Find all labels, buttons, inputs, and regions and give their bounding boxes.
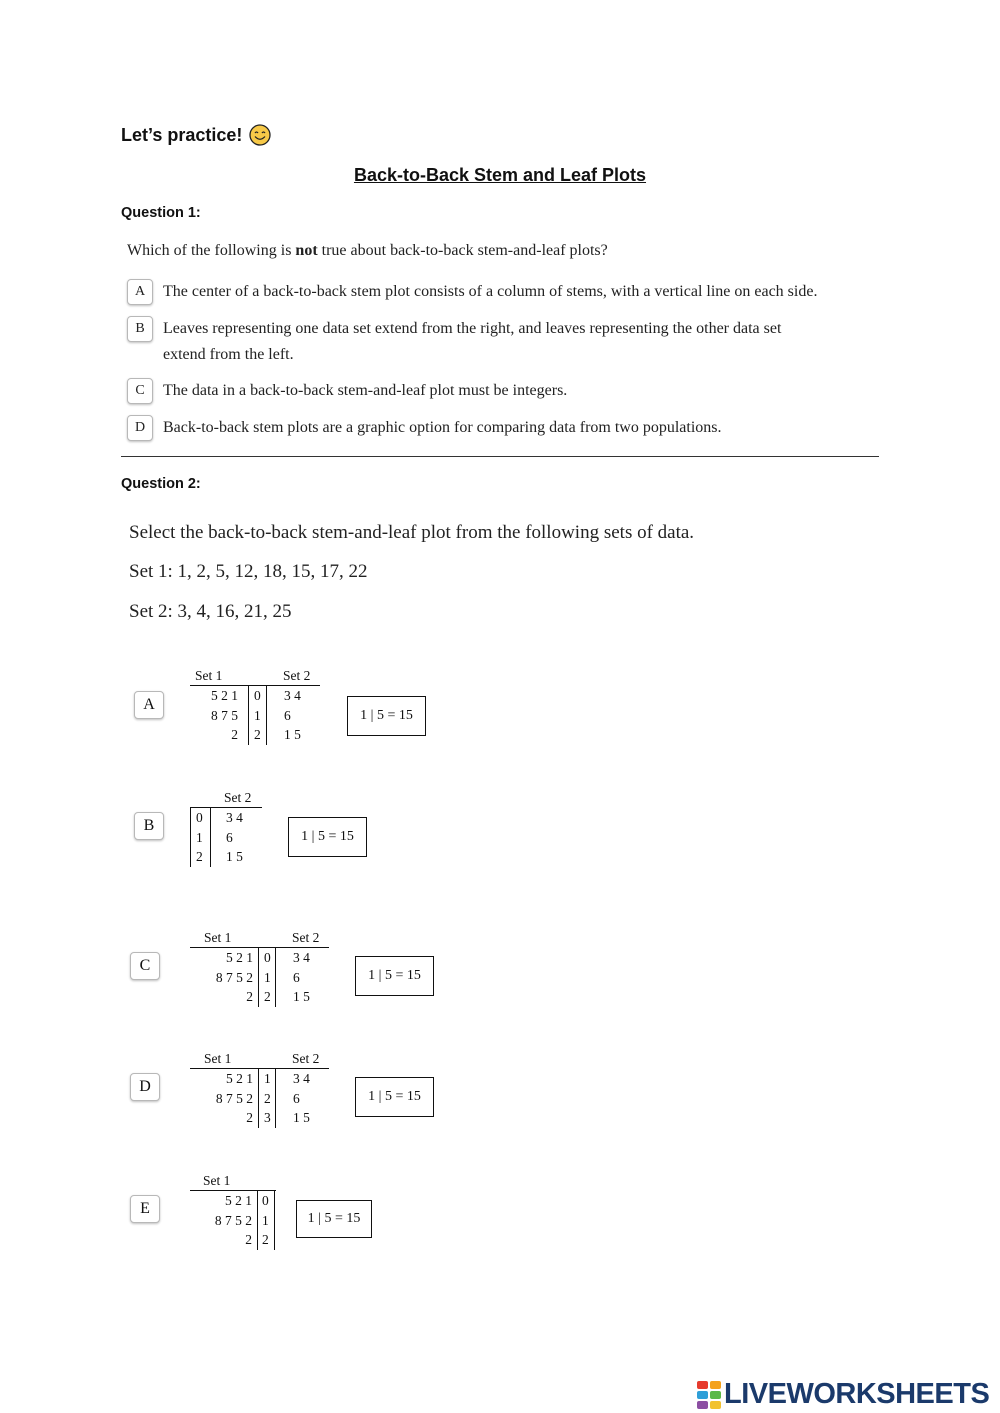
stem: 0 <box>196 810 203 825</box>
q1-option-b-button[interactable]: B <box>127 316 153 342</box>
left-leaves: 2 <box>246 989 253 1004</box>
q1-option-d-button[interactable]: D <box>127 415 153 441</box>
stem-divider-right <box>275 1069 276 1128</box>
right-leaves: 1 5 <box>293 1110 310 1125</box>
stem: 0 <box>254 688 261 703</box>
stem: 2 <box>196 849 203 864</box>
section-divider <box>121 456 879 457</box>
q1-option-c-button[interactable]: C <box>127 378 153 404</box>
right-header: Set 2 <box>292 930 320 945</box>
left-leaves: 8 7 5 2 <box>215 1091 253 1106</box>
right-leaves: 6 <box>226 830 233 845</box>
plot-key-c: 1 | 5 = 15 <box>355 956 434 996</box>
question-2-prompt: Select the back-to-back stem-and-leaf plot from the following sets of data. <box>129 522 695 543</box>
left-leaves: 8 7 5 2 <box>214 1213 252 1228</box>
stem-divider-left <box>257 1191 258 1250</box>
prompt-text: true about back-to-back stem-and-leaf plots? <box>317 242 608 259</box>
header-rule <box>190 1190 276 1191</box>
q1-option-a-text: The center of a back-to-back stem plot consists of a column of stems, with a vertical line on each side. <box>163 283 818 300</box>
header-rule <box>190 807 262 808</box>
right-leaves: 1 5 <box>284 727 301 742</box>
page-title: Back-to-Back Stem and Leaf Plots <box>353 165 647 185</box>
left-leaves: 2 <box>231 727 238 742</box>
stem-divider-left <box>190 808 191 867</box>
stem-divider-left <box>258 1069 259 1128</box>
intro-text: Let’s practice! <box>121 124 243 145</box>
right-leaves: 6 <box>284 708 291 723</box>
left-leaves: 5 2 1 <box>226 950 253 965</box>
stem-leaf-plot-e <box>188 1173 283 1253</box>
logo-tile <box>697 1391 708 1399</box>
right-leaves: 6 <box>293 970 300 985</box>
plot-key-b: 1 | 5 = 15 <box>288 817 367 857</box>
stem: 1 <box>264 1071 271 1086</box>
stem-divider-left <box>248 686 249 745</box>
question-1-label: Question 1: <box>121 205 201 221</box>
stem: 2 <box>254 727 261 742</box>
stem-leaf-plot-c <box>188 930 333 1010</box>
left-header: Set 1 <box>204 930 232 945</box>
stem-leaf-plot-d <box>188 1051 333 1131</box>
q1-option-c-text: The data in a back-to-back stem-and-leaf plot must be integers. <box>163 382 568 399</box>
stem: 1 <box>262 1213 269 1228</box>
stem: 0 <box>262 1193 269 1208</box>
stem-divider-right <box>274 1191 275 1250</box>
q1-option-b-text: Leaves representing one data set extend from the right, and leaves representing the other data set <box>163 320 782 337</box>
right-header: Set 2 <box>292 1051 320 1066</box>
q1-option-d-text: Back-to-back stem plots are a graphic option for comparing data from two populations. <box>163 419 722 436</box>
question-2-label: Question 2: <box>121 476 201 492</box>
left-leaves: 5 2 1 <box>225 1193 252 1208</box>
q2-option-d-button[interactable]: D <box>130 1073 160 1101</box>
logo-tile <box>710 1381 721 1389</box>
question-1-prompt <box>127 242 608 260</box>
left-leaves: 8 7 5 <box>211 708 238 723</box>
right-leaves: 3 4 <box>284 688 301 703</box>
logo-tile <box>697 1401 708 1409</box>
q2-option-e-button[interactable]: E <box>130 1195 160 1223</box>
header-rule <box>190 1068 329 1069</box>
plot-key-a: 1 | 5 = 15 <box>347 696 426 736</box>
q2-option-b-button[interactable]: B <box>134 812 164 840</box>
stem: 2 <box>264 1091 271 1106</box>
right-leaves: 1 5 <box>226 849 243 864</box>
logo-tile <box>697 1381 708 1389</box>
plot-key-e: 1 | 5 = 15 <box>296 1200 372 1238</box>
stem: 3 <box>264 1110 271 1125</box>
q1-option-a-button[interactable]: A <box>127 279 153 305</box>
left-leaves: 8 7 5 2 <box>215 970 253 985</box>
right-header: Set 2 <box>224 790 252 805</box>
logo-mark-icon <box>697 1381 721 1409</box>
stem-divider-right <box>275 948 276 1007</box>
right-header: Set 2 <box>283 668 311 683</box>
stem: 1 <box>264 970 271 985</box>
stem-divider-right <box>266 686 267 745</box>
left-header: Set 1 <box>204 1051 232 1066</box>
smiley-icon <box>249 124 271 146</box>
left-leaves: 2 <box>246 1110 253 1125</box>
stem: 2 <box>264 989 271 1004</box>
right-leaves: 3 4 <box>293 950 310 965</box>
stem-divider-left <box>258 948 259 1007</box>
q2-option-c-button[interactable]: C <box>130 952 160 980</box>
stem: 2 <box>262 1232 269 1247</box>
data-set-1: Set 1: 1, 2, 5, 12, 18, 15, 17, 22 <box>129 561 368 582</box>
q1-option-b-text-cont: extend from the left. <box>163 346 294 363</box>
left-header: Set 1 <box>203 1173 231 1188</box>
left-header: Set 1 <box>195 668 223 683</box>
stem-divider-right <box>210 808 211 867</box>
stem: 1 <box>254 708 261 723</box>
liveworksheets-logo <box>697 1378 989 1411</box>
stem-leaf-plot-a <box>188 668 328 748</box>
left-leaves: 2 <box>245 1232 252 1247</box>
intro-heading <box>121 124 271 146</box>
prompt-emphasis: not <box>295 242 318 259</box>
plot-key-d: 1 | 5 = 15 <box>355 1077 434 1117</box>
stem-leaf-plot-b <box>188 790 268 870</box>
left-leaves: 5 2 1 <box>226 1071 253 1086</box>
logo-tile <box>710 1401 721 1409</box>
prompt-text: Which of the following is <box>127 242 296 259</box>
right-leaves: 1 5 <box>293 989 310 1004</box>
data-set-2: Set 2: 3, 4, 16, 21, 25 <box>129 601 292 622</box>
stem: 1 <box>196 830 203 845</box>
q2-option-a-button[interactable]: A <box>134 691 164 719</box>
right-leaves: 3 4 <box>226 810 243 825</box>
stem: 0 <box>264 950 271 965</box>
right-leaves: 6 <box>293 1091 300 1106</box>
logo-text: LIVEWORKSHEETS <box>724 1378 990 1410</box>
logo-tile <box>710 1391 721 1399</box>
header-rule <box>190 685 320 686</box>
header-rule <box>190 947 329 948</box>
right-leaves: 3 4 <box>293 1071 310 1086</box>
left-leaves: 5 2 1 <box>211 688 238 703</box>
